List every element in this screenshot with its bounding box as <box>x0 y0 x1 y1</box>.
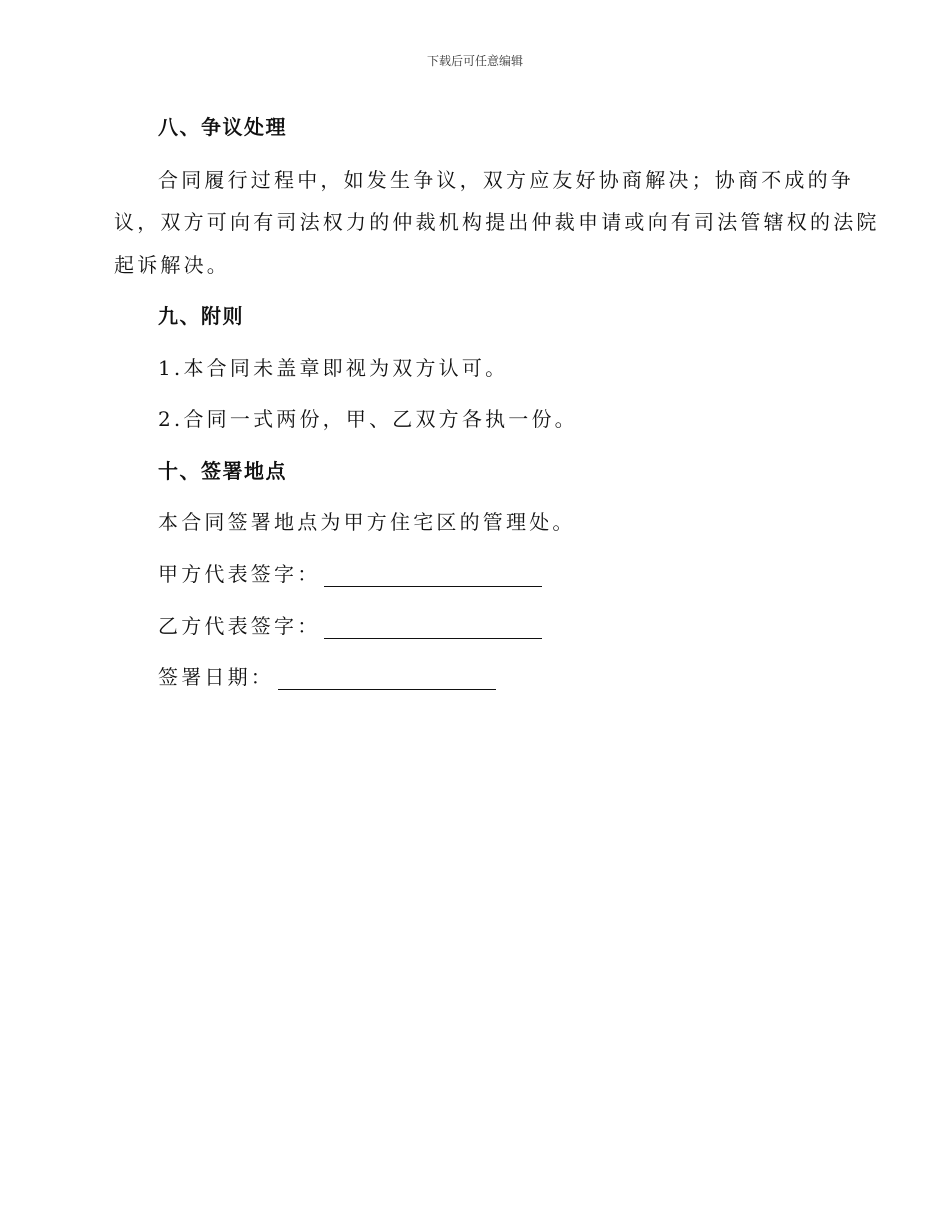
appendix-item-2: 2.合同一式两份，甲、乙双方各执一份。 <box>158 407 578 431</box>
appendix-item-1: 1.本合同未盖章即视为双方认可。 <box>158 356 509 380</box>
party-b-signature-label: 乙方代表签字： <box>158 614 321 638</box>
section-heading-signing-place: 十、签署地点 <box>158 459 287 483</box>
dispute-paragraph-line-2: 议，双方可向有司法权力的仲裁机构提出仲裁申请或向有司法管辖权的法院 <box>114 210 880 234</box>
signature-row-date <box>158 664 496 690</box>
party-b-signature-line[interactable] <box>324 616 542 639</box>
dispute-paragraph-line-1: 合同履行过程中，如发生争议，双方应友好协商解决；协商不成的争 <box>158 168 854 192</box>
party-a-signature-label: 甲方代表签字： <box>158 562 321 586</box>
signing-date-label: 签署日期： <box>158 665 274 689</box>
signature-row-party-b <box>158 613 542 639</box>
section-heading-appendix: 九、附则 <box>158 304 244 328</box>
signing-date-line[interactable] <box>278 667 496 690</box>
dispute-paragraph-line-3: 起诉解决。 <box>114 253 230 277</box>
party-a-signature-line[interactable] <box>324 564 542 587</box>
page-header-note: 下载后可任意编辑 <box>426 54 523 68</box>
section-heading-dispute: 八、争议处理 <box>158 115 287 139</box>
signature-row-party-a <box>158 561 542 587</box>
signing-place-text: 本合同签署地点为甲方住宅区的管理处。 <box>158 510 576 534</box>
